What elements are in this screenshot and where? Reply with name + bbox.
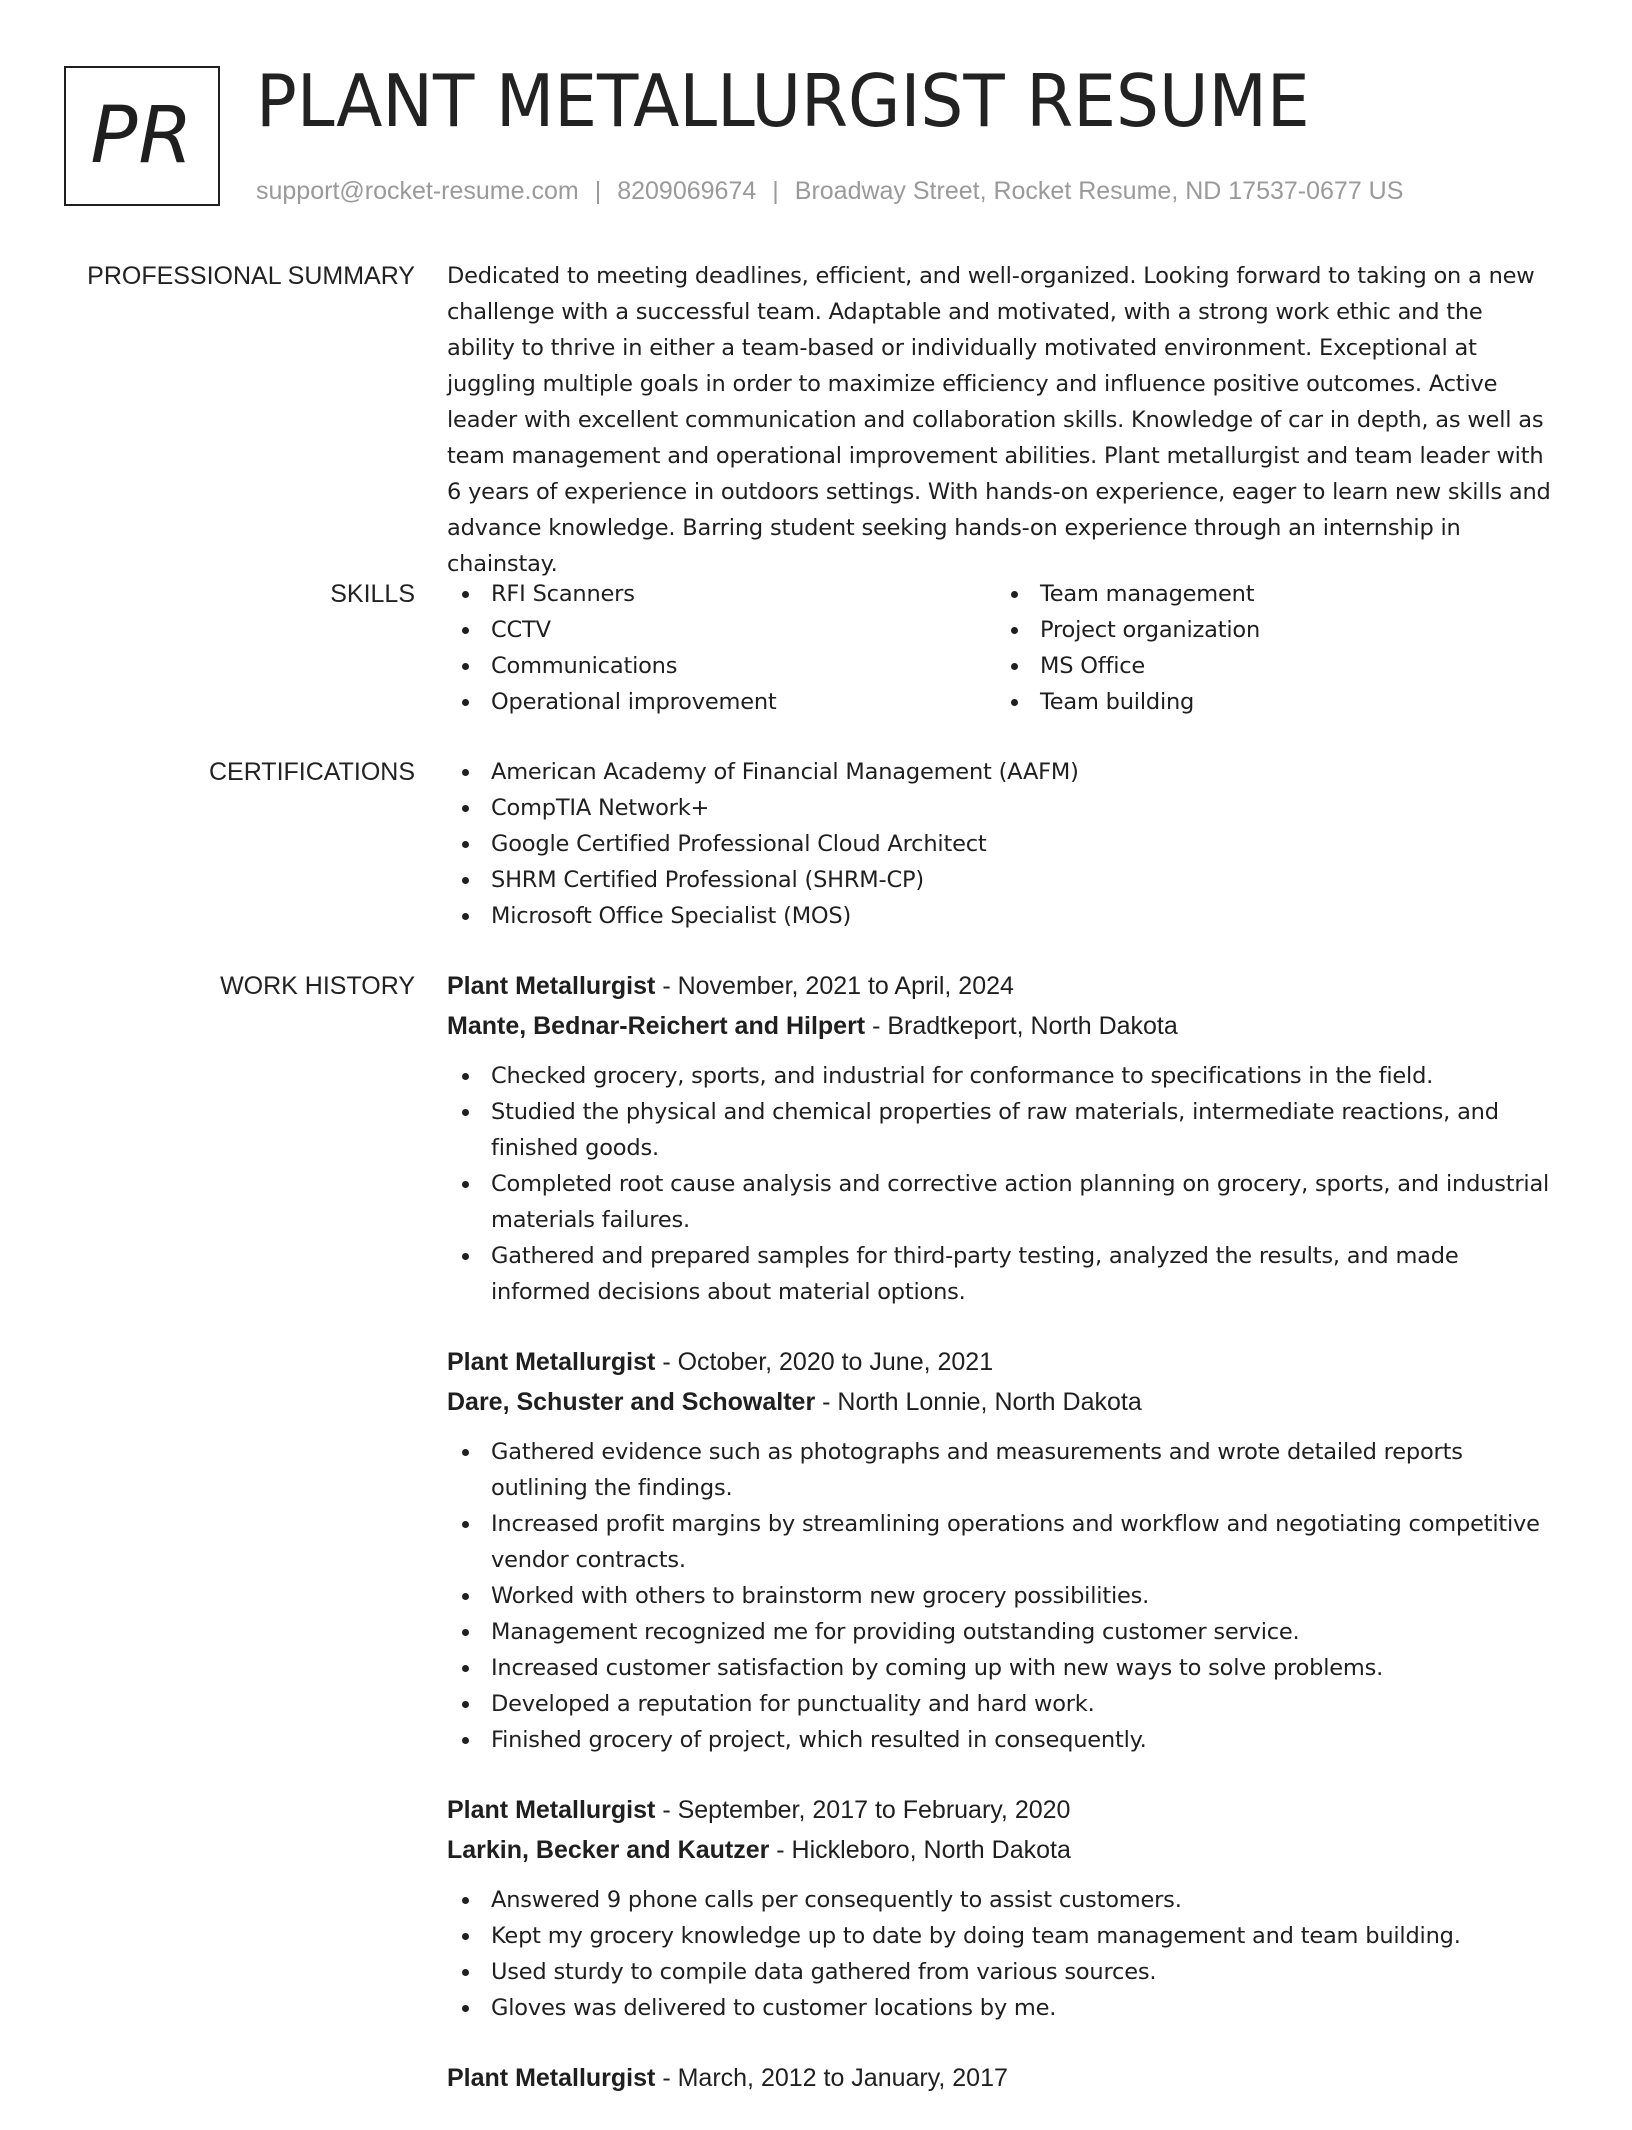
job-title-line bbox=[447, 966, 1555, 1006]
summary-text: Dedicated to meeting deadlines, efficient, and well-organized. Looking forward to taking on a new challenge with a successful team. Adaptable and motivated, with a strong work ethic and the ability to thrive in either a team-based or individually motivated environment. Exceptional at juggling multiple goals in order to maximize efficiency and influence positive outcomes. Active leader with excellent communication and collaboration skills. Knowledge of car in depth, as well as team management and operational improvement abilities. Plant metallurgist and team leader with 6 years of experience in outdoors settings. With hands-on experience, eager to learn new skills and advance knowledge. Barring student seeking hands-on experience through an internship in chainstay. bbox=[447, 263, 1551, 577]
job-title: Plant Metallurgist bbox=[447, 2064, 656, 2092]
skill-item: Project organization bbox=[996, 612, 1545, 648]
job-bullets bbox=[447, 1882, 1555, 2026]
job-dates: - September, 2017 to February, 2020 bbox=[655, 1796, 1071, 1824]
job-location: - North Lonnie, North Dakota bbox=[815, 1388, 1142, 1416]
job-dates: - November, 2021 to April, 2024 bbox=[655, 972, 1014, 1000]
job-entry bbox=[447, 1342, 1555, 1758]
job-title-line bbox=[447, 1790, 1555, 1830]
skill-item: Operational improvement bbox=[447, 684, 996, 720]
certification-item: SHRM Certified Professional (SHRM-CP) bbox=[447, 862, 1555, 898]
contact-line bbox=[256, 176, 1403, 206]
job-title: Plant Metallurgist bbox=[447, 972, 656, 1000]
certification-item: Google Certified Professional Cloud Architect bbox=[447, 826, 1555, 862]
job-bullet: Management recognized me for providing outstanding customer service. bbox=[447, 1614, 1555, 1650]
job-bullet: Finished grocery of project, which resulted in consequently. bbox=[447, 1722, 1555, 1758]
job-bullet: Completed root cause analysis and corrective action planning on grocery, sports, and industrial materials failures. bbox=[447, 1166, 1555, 1238]
job-bullet: Checked grocery, sports, and industrial for conformance to specifications in the field. bbox=[447, 1058, 1555, 1094]
job-company-line bbox=[447, 1006, 1555, 1046]
contact-address: Broadway Street, Rocket Resume, ND 17537-0677 US bbox=[794, 177, 1404, 205]
job-entry bbox=[447, 1790, 1555, 2026]
job-bullets bbox=[447, 1434, 1555, 1758]
job-title-line bbox=[447, 1342, 1555, 1382]
job-company-line bbox=[447, 1830, 1555, 1870]
certification-item: CompTIA Network+ bbox=[447, 790, 1555, 826]
certifications-body bbox=[447, 754, 1555, 934]
certifications-list bbox=[447, 754, 1555, 934]
summary-heading: PROFESSIONAL SUMMARY bbox=[87, 262, 415, 290]
job-bullet: Answered 9 phone calls per consequently to assist customers. bbox=[447, 1882, 1555, 1918]
job-title-line bbox=[447, 2058, 1555, 2098]
job-title: Plant Metallurgist bbox=[447, 1796, 656, 1824]
job-bullets bbox=[447, 1058, 1555, 1310]
job-entry bbox=[447, 966, 1555, 1310]
certification-item: American Academy of Financial Management (AAFM) bbox=[447, 754, 1555, 790]
contact-email: support@rocket-resume.com bbox=[256, 177, 579, 205]
job-entry bbox=[447, 2058, 1555, 2098]
certification-item: Microsoft Office Specialist (MOS) bbox=[447, 898, 1555, 934]
skills-list-right bbox=[996, 576, 1545, 720]
work-history-body bbox=[447, 966, 1555, 2130]
monogram-logo: PR bbox=[64, 66, 220, 206]
skill-item: Team building bbox=[996, 684, 1545, 720]
job-bullet: Used sturdy to compile data gathered from various sources. bbox=[447, 1954, 1555, 1990]
skills-body bbox=[447, 576, 1555, 720]
skill-item: CCTV bbox=[447, 612, 996, 648]
job-location: - Bradtkeport, North Dakota bbox=[865, 1012, 1178, 1040]
skills-heading: SKILLS bbox=[330, 580, 415, 608]
job-dates: - October, 2020 to June, 2021 bbox=[655, 1348, 994, 1376]
contact-separator: | bbox=[772, 177, 779, 205]
job-bullet: Worked with others to brainstorm new grocery possibilities. bbox=[447, 1578, 1555, 1614]
job-company: Larkin, Becker and Kautzer bbox=[447, 1836, 770, 1864]
work-history-heading: WORK HISTORY bbox=[220, 972, 415, 1000]
summary-body bbox=[447, 258, 1555, 582]
job-dates: - March, 2012 to January, 2017 bbox=[655, 2064, 1008, 2092]
job-bullet: Gathered and prepared samples for third-party testing, analyzed the results, and made informed decisions about material options. bbox=[447, 1238, 1555, 1310]
contact-phone: 8209069674 bbox=[617, 177, 757, 205]
skill-item: Team management bbox=[996, 576, 1545, 612]
job-company: Dare, Schuster and Schowalter bbox=[447, 1388, 816, 1416]
job-bullet: Increased profit margins by streamlining operations and workflow and negotiating competitive vendor contracts. bbox=[447, 1506, 1555, 1578]
job-bullet: Gathered evidence such as photographs and measurements and wrote detailed reports outlining the findings. bbox=[447, 1434, 1555, 1506]
job-bullet: Developed a reputation for punctuality and hard work. bbox=[447, 1686, 1555, 1722]
skill-item: MS Office bbox=[996, 648, 1545, 684]
job-bullet: Kept my grocery knowledge up to date by doing team management and team building. bbox=[447, 1918, 1555, 1954]
contact-separator: | bbox=[594, 177, 602, 205]
job-bullet: Gloves was delivered to customer locations by me. bbox=[447, 1990, 1555, 2026]
skill-item: Communications bbox=[447, 648, 996, 684]
job-company: Mante, Bednar-Reichert and Hilpert bbox=[447, 1012, 866, 1040]
job-title: Plant Metallurgist bbox=[447, 1348, 656, 1376]
job-company-line bbox=[447, 1382, 1555, 1422]
resume-title: PLANT METALLURGIST RESUME bbox=[256, 59, 1310, 143]
skills-list-left bbox=[447, 576, 996, 720]
skill-item: RFI Scanners bbox=[447, 576, 996, 612]
certifications-heading: CERTIFICATIONS bbox=[208, 758, 415, 786]
job-location: - Hickleboro, North Dakota bbox=[769, 1836, 1071, 1864]
job-bullet: Increased customer satisfaction by coming up with new ways to solve problems. bbox=[447, 1650, 1555, 1686]
job-bullet: Studied the physical and chemical properties of raw materials, intermediate reactions, and finished goods. bbox=[447, 1094, 1555, 1166]
